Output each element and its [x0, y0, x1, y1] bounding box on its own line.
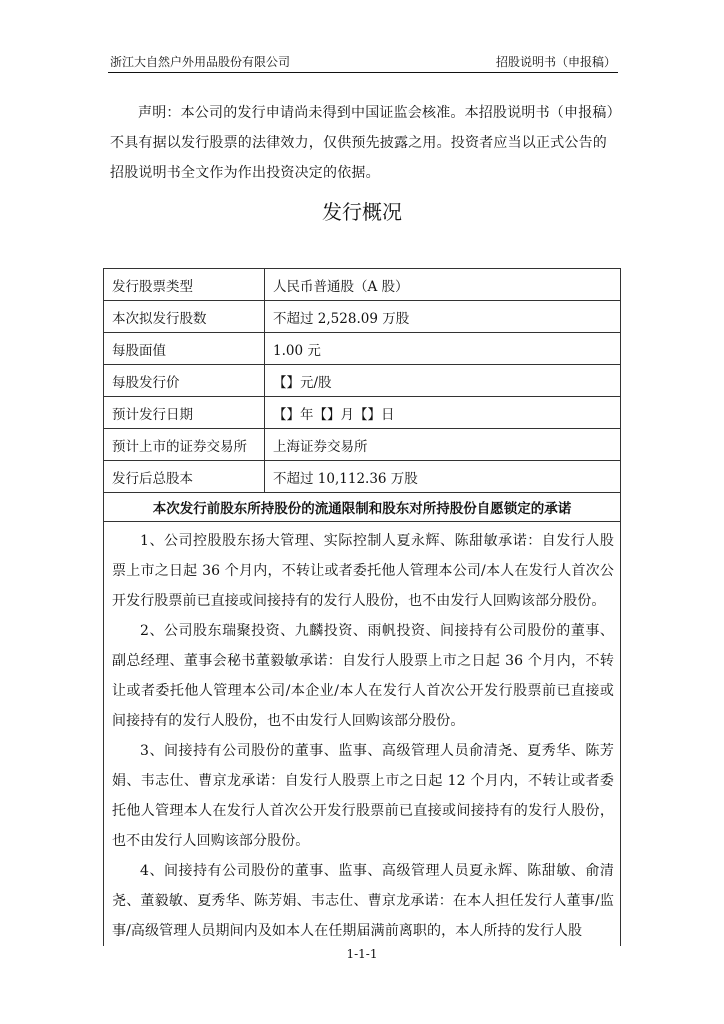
table-row	[104, 301, 621, 333]
table-row	[104, 429, 621, 461]
row-value: 不超过 2,528.09 万股	[265, 301, 621, 333]
table-row	[104, 333, 621, 365]
row-label: 每股面值	[104, 333, 265, 365]
row-value: 上海证券交易所	[265, 429, 621, 461]
header-company-name: 浙江大自然户外用品股份有限公司	[110, 55, 291, 69]
row-label: 发行后总股本	[104, 461, 265, 493]
page-title: 发行概况	[322, 200, 402, 224]
row-label: 发行股票类型	[104, 269, 265, 301]
table-row	[104, 365, 621, 397]
header-document-type: 招股说明书（申报稿）	[495, 55, 616, 69]
lockup-body-row	[104, 522, 621, 947]
table-row	[104, 461, 621, 493]
row-value: 人民币普通股（A 股）	[265, 269, 621, 301]
offering-overview-table	[103, 268, 621, 946]
table-row	[104, 269, 621, 301]
row-value: 【】年【】月【】日	[265, 397, 621, 429]
table-row	[104, 397, 621, 429]
row-label: 预计发行日期	[104, 397, 265, 429]
section-title-row	[104, 493, 621, 522]
commitment-paragraph: 3、间接持有公司股份的董事、监事、高级管理人员俞清尧、夏秀华、陈芳娟、韦志仕、曹京龙承诺：自发行人股票上市之日起 12 个月内，不转让或者委托他人管理本人在发行人首次公开发行股票前已直接或间接持有的发行人股份，也不由发行人回购该部分股份。	[112, 743, 614, 849]
commitment-paragraph: 2、公司股东瑞聚投资、九麟投资、雨帆投资、间接持有公司股份的董事、副总经理、董事会秘书董毅敏承诺：自发行人股票上市之日起 36 个月内，不转让或者委托他人管理本公司/本企业/本人在发行人首次公开发行股票前已直接或间接持有的发行人股份，也不由发行人回购该部分股份。	[112, 623, 614, 729]
row-value: 1.00 元	[265, 333, 621, 365]
row-label: 本次拟发行股数	[104, 301, 265, 333]
page-header	[108, 50, 618, 73]
disclaimer-statement: 声明：本公司的发行申请尚未得到中国证监会核准。本招股说明书（申报稿）不具有据以发行股票的法律效力，仅供预先披露之用。投资者应当以正式公告的招股说明书全文作为作出投资决定的依据。	[110, 105, 614, 181]
row-label: 预计上市的证券交易所	[104, 429, 265, 461]
row-label: 每股发行价	[104, 365, 265, 397]
page-number: 1-1-1	[346, 947, 378, 961]
row-value: 【】元/股	[265, 365, 621, 397]
row-value: 不超过 10,112.36 万股	[265, 461, 621, 493]
lockup-commitments	[104, 522, 621, 947]
lockup-section-title: 本次发行前股东所持股份的流通限制和股东对所持股份自愿锁定的承诺	[104, 493, 621, 522]
commitment-paragraph: 4、间接持有公司股份的董事、监事、高级管理人员夏永辉、陈甜敏、俞清尧、董毅敏、夏秀华、陈芳娟、韦志仕、曹京龙承诺：在本人担任发行人董事/监事/高级管理人员期间内及如本人在任期届满前离职的，本人所持的发行人股	[112, 863, 614, 939]
commitment-paragraph: 1、公司控股股东扬大管理、实际控制人夏永辉、陈甜敏承诺：自发行人股票上市之日起 36 个月内，不转让或者委托他人管理本公司/本人在发行人首次公开发行股票前已直接或间接持有的发行人股份，也不由发行人回购该部分股份。	[112, 533, 614, 609]
